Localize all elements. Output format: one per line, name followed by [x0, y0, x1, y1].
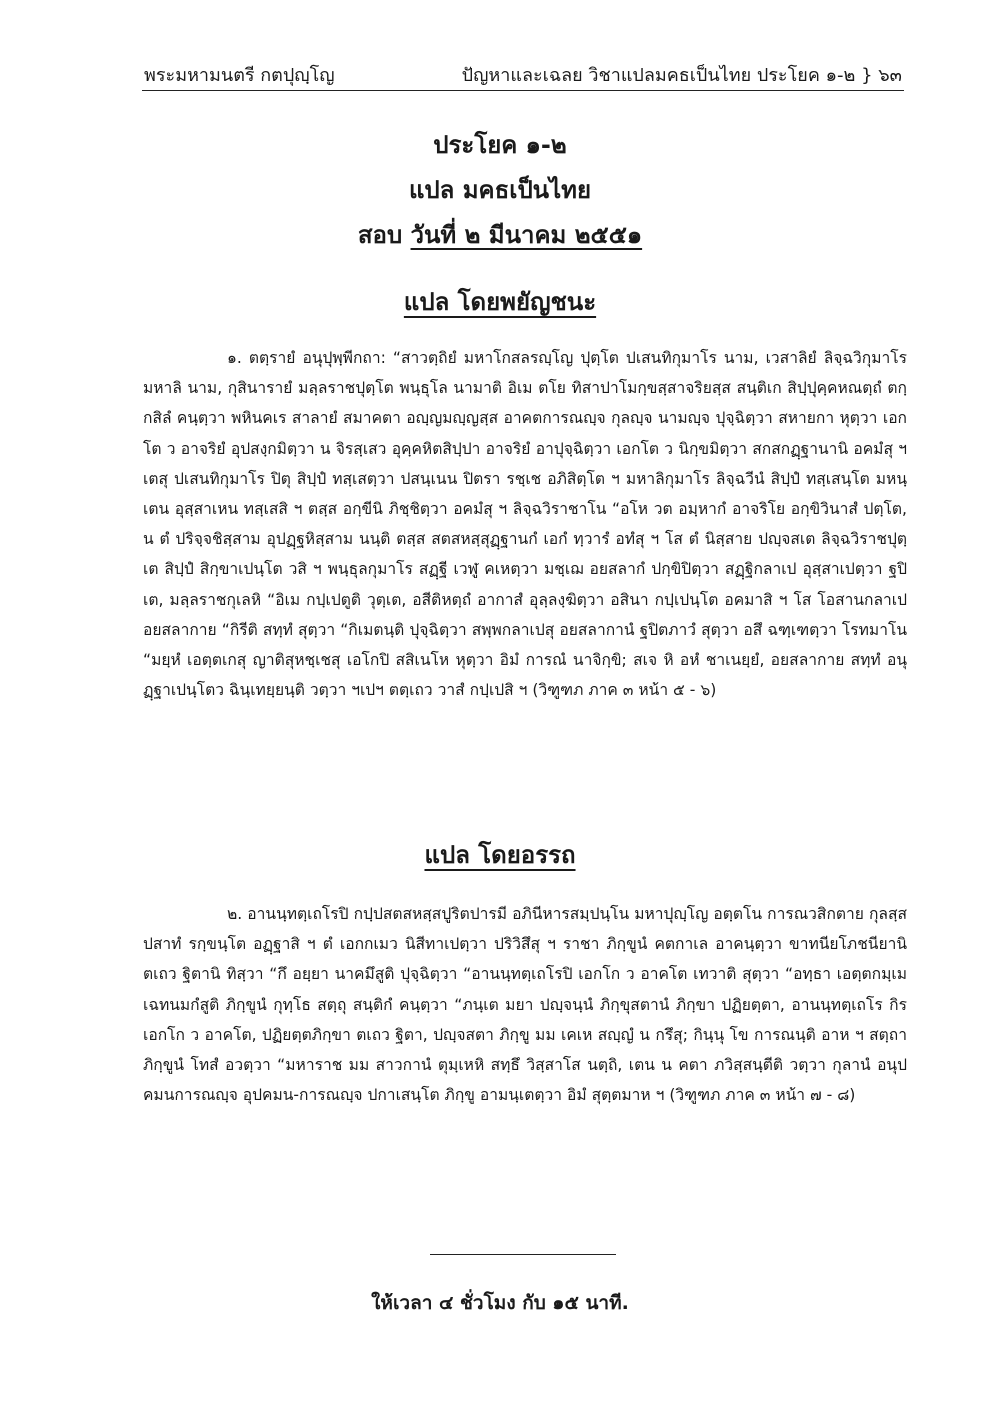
section-heading-literal-text: แปล โดยพยัญชนะ — [403, 288, 597, 316]
time-allowed: ให้เวลา ๔ ชั่วโมง กับ ๑๕ นาที. — [371, 1292, 629, 1314]
exam-level-title: ประโยค ๑-๒ — [433, 131, 567, 159]
section-heading-free — [0, 840, 1000, 870]
exam-date-prefix: สอบ — [357, 221, 403, 249]
divider-line — [430, 1254, 616, 1255]
exam-subject-title: แปล มคธเป็นไทย — [408, 176, 592, 204]
passage-1: ๑. ตตฺรายํ อนุปุพฺพีกถา: “สาวตฺถิยํ มหาโกสลรญฺโญ ปุตฺโต ปเสนทิกุมาโร นาม, เวสาลิยํ ลิจฺฉวิกุมาโร มหาลิ นาม, กุสินารายํ มลฺลราชปุตฺโต พนฺธุโล นามาติ อิเม ตโย ทิสาปาโมกฺขสฺสาจริยสฺส สนฺติเก สิปฺปุคฺคหณตฺถํ ตกฺกสิลํ คนฺตฺวา พหินคเร สาลายํ สมาคตา อญฺญมญฺญสฺส อาคตการณญฺจ กุลญฺจ นามญฺจ ปุจฺฉิตฺวา สหายกา หุตฺวา เอกโต ว อาจริยํ อุปสงฺกมิตฺวา น จิรสฺเสว อุคฺคหิตสิปฺปา อาจริยํ อาปุจฺฉิตฺวา เอกโต ว นิกฺขมิตฺวา สกสกฏฺฐานานิ อคมํสุ ฯ เตสุ ปเสนทิกุมาโร ปิตุ สิปฺปํ ทสฺเสตฺวา ปสนฺเนน ปิตรา รชฺเช อภิสิตฺโต ฯ มหาลิกุมาโร ลิจฺฉวีนํ สิปฺปํ ทสฺเสนฺโต มหนฺเตน อุสฺสาเหน ทสฺเสสิ ฯ ตสฺส อกฺขีนิ ภิชฺชิตฺวา อคมํสุ ฯ ลิจฺฉวิราชาโน “อโห วต อมฺหากํ อาจริโย อกฺขิวินาสํ ปตฺโต, น ตํ ปริจฺจชิสฺสาม อุปฏฺฐหิสฺสาม นนฺติ ตสฺส สตสหสฺสุฏฺฐานกํ เอกํ ทฺวารํ อทํสุ ฯ โส ตํ นิสฺสาย ปญฺจสเต ลิจฺฉวิราชปุตฺเต สิปฺปํ สิกฺขาเปนฺโต วสิ ฯ พนฺธุลกุมาโร สฏฺฐี เวฬู คเหตฺวา มชฺเฌ อยสลากํ ปกฺขิปิตฺวา สฏฺฐิกลาเป อุสฺสาเปตฺวา ฐปิเต, มลฺลราชกุเลหิ “อิเม กปฺเปตูติ วุตฺเต, อสีติหตฺถํ อากาสํ อุลฺลงฺฆิตฺวา อสินา กปฺเปนฺโต อคมาสิ ฯ โส โอสานกลาเป อยสลากาย “กิรีติ สทฺทํ สุตฺวา “กิเมตนฺติ ปุจฺฉิตฺวา สพฺพกลาเปสุ อยสลากานํ ฐปิตภาวํ สุตฺวา อสึ ฉฑฺเฑตฺวา โรทมาโน “มยฺหํ เอตฺตเกสุ ญาติสุหชฺเชสุ เอโกปิ สสิเนโห หุตฺวา อิมํ การณํ นาจิกฺขิ; สเจ หิ อหํ ชาเนยฺยํ, อยสลากาย สทฺทํ อนุฏฺฐาเปนฺโตว ฉินฺเทยฺยนฺติ วตฺวา ฯเปฯ ตตฺเถว วาสํ กปฺเปสิ ฯ (วิฑูฑภ ภาค ๓ หน้า ๕ - ๖) — [143, 349, 907, 700]
exam-date-title — [0, 220, 1000, 250]
passage-2: ๒. อานนฺทตฺเถโรปิ กปฺปสตสหสฺสปูริตปารมี อภินีหารสมฺปนฺโน มหาปุญฺโญ อตฺตโน การณวสิกตาย กุลสฺส ปสาทํ รกฺขนฺโต อฏฺฐาสิ ฯ ตํ เอกกเมว นิสีทาเปตฺวา ปริวิสึสุ ฯ ราชา ภิกฺขูนํ คตกาเล อาคนฺตฺวา ขาทนียโภชนียานิ ตเถว ฐิตานิ ทิสฺวา “กึ อยฺยา นาคมึสูติ ปุจฺฉิตฺวา “อานนฺทตฺเถโรปิ เอกโก ว อาคโต เทวาติ สุตฺวา “อทฺธา เอตฺตกมฺเม เฉทนมกํสูติ ภิกฺขูนํ กุทฺโธ สตฺถุ สนฺติกํ คนฺตฺวา “ภนฺเต มยา ปญฺจนฺนํ ภิกฺขุสตานํ ภิกฺขา ปฏิยตฺตา, อานนฺทตฺเถโร กิร เอกโก ว อาคโต, ปฏิยตฺตภิกฺขา ตเถว ฐิตา, ปญฺจสตา ภิกฺขู มม เคเห สญฺญํ น กรึสุ; กินฺนุ โข การณนฺติ อาห ฯ สตฺถา ภิกฺขูนํ โทสํ อวตฺวา “มหาราช มม สาวกานํ ตุมฺเหหิ สทฺธึ วิสฺสาโส นตฺถิ, เตน น คตา ภวิสฺสนฺตีติ วตฺวา กุลานํ อนุปคมนการณญฺจ อุปคมน-การณญฺจ ปกาเสนฺโต ภิกฺขู อามนฺเตตฺวา อิมํ สุตฺตมาห ฯ (วิฑูฑภ ภาค ๓ หน้า ๗ - ๘) — [143, 905, 907, 1105]
running-header — [142, 64, 904, 91]
header-book-title: ปัญหาและเฉลย วิชาแปลมคธเป็นไทย ประโยค ๑-๒ } ๖๓ — [461, 65, 902, 86]
section-heading-free-text: แปล โดยอรรถ — [424, 841, 576, 869]
header-author: พระมหามนตรี กตปุญฺโญ — [144, 65, 335, 86]
section-heading-literal — [0, 287, 1000, 317]
exam-date: วันที่ ๒ มีนาคม ๒๕๕๑ — [410, 221, 643, 249]
